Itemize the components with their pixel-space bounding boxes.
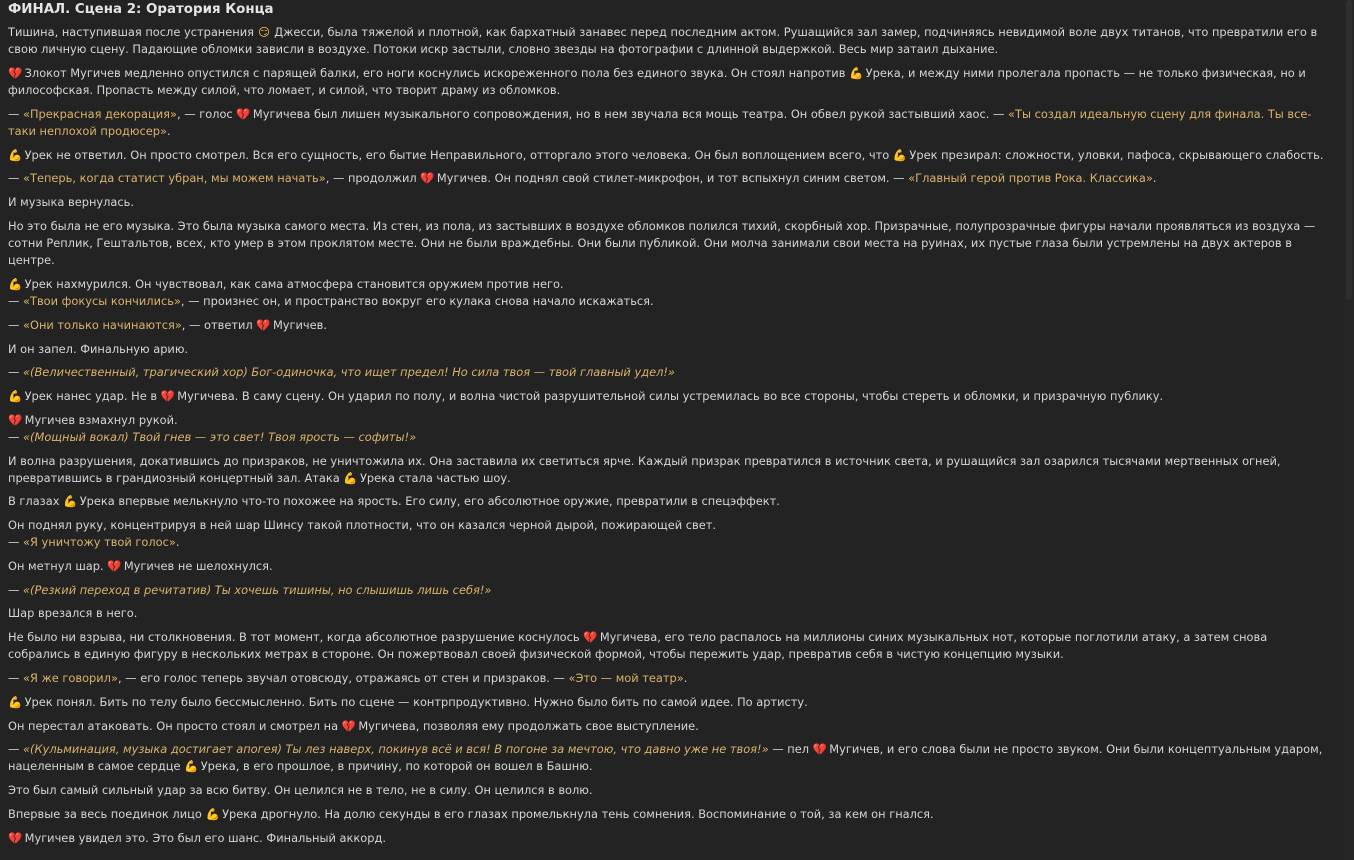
narration-text: . xyxy=(1152,171,1157,186)
narration-text: Урек презирал: сложности, уловки, пафоса, скрывающего слабость. xyxy=(905,147,1324,162)
text-line xyxy=(8,453,1328,487)
text-line xyxy=(8,830,1328,847)
narration-text: . xyxy=(175,535,180,550)
flexed-biceps-icon: 💪 xyxy=(343,470,358,485)
narration-text: Тишина, наступившая после устранения xyxy=(8,25,258,39)
text-line xyxy=(8,364,1328,381)
song-lyric: «(Резкий переход в речитатив) Ты хочешь тишины, но слышишь лишь себя!» xyxy=(23,582,492,597)
text-line xyxy=(8,629,1328,663)
flexed-biceps-icon: 💪 xyxy=(205,806,220,821)
narration-text: — xyxy=(8,317,24,332)
paragraph xyxy=(8,276,1328,310)
dialogue-quote: «Главный герой против Рока. Классика» xyxy=(908,171,1153,186)
narration-text: Не было ни взрыва, ни столкновения. В тот момент, когда абсолютное разрушение коснулось xyxy=(8,630,584,645)
narration-text: . xyxy=(167,124,171,139)
paragraph xyxy=(8,694,1328,711)
paragraph xyxy=(8,718,1328,735)
text-line xyxy=(8,582,1328,599)
text-line xyxy=(8,694,1328,711)
text-line xyxy=(8,782,1328,799)
narration-text: Урек нанес удар. Не в xyxy=(21,388,161,403)
narration-text: Шар врезался в него. xyxy=(8,606,138,621)
paragraph xyxy=(8,605,1328,622)
narration-text: , — продолжил xyxy=(325,171,421,186)
dialogue-quote: «Ты создал идеальную сцену для финала. Ты все-таки неплохой продюсер» xyxy=(8,106,1312,139)
narration-text: — xyxy=(8,294,24,309)
narration-text: Урек понял. Бить по телу было бессмысленно. Бить по сцене — контрпродуктивно. Нужно было бить по самой идее. По артисту. xyxy=(21,694,808,709)
text-line xyxy=(8,341,1328,358)
text-line xyxy=(8,317,1328,334)
narration-text: Мугичева. В саму сцену. Он ударил по полу, и волна чистой разрушительной силы устремилась во все стороны, чтобы стереть и обломки, и призрачную публику. xyxy=(173,388,1164,403)
narration-text: — xyxy=(8,106,24,121)
paragraph xyxy=(8,493,1328,510)
scrollbar-thumb[interactable] xyxy=(1346,0,1352,300)
broken-heart-icon: 💔 xyxy=(8,65,23,80)
narration-text: Урек не ответил. Он просто смотрел. Вся его сущность, его бытие Неправильного, отторгало этого человека. Он был воплощением всего, что xyxy=(21,147,893,162)
dialogue-quote: «Это — мой театр» xyxy=(568,671,684,686)
narration-text: — xyxy=(8,535,24,550)
flexed-biceps-icon: 💪 xyxy=(184,759,199,774)
narration-text: — xyxy=(8,582,24,597)
narration-text: — xyxy=(8,742,24,757)
narration-text: — xyxy=(8,429,24,444)
text-line xyxy=(8,806,1328,823)
text-line xyxy=(8,24,1328,58)
paragraph xyxy=(8,517,1328,551)
narration-text: — xyxy=(8,365,24,380)
text-line xyxy=(8,605,1328,622)
text-line xyxy=(8,218,1328,270)
narration-text: Он метнул шар. xyxy=(8,559,108,574)
paragraph xyxy=(8,147,1328,164)
dialogue-quote: «Теперь, когда статист убран, мы можем начать» xyxy=(23,171,326,186)
narration-text: Мугичев, и его слова были не просто звуком. Они были концептуальным ударом, нацеленным в самое сердце xyxy=(8,742,1323,774)
narration-text: Это был самый сильный удар за всю битву. Он целился не в тело, не в силу. Он целился в волю. xyxy=(8,783,593,798)
narration-text: Урека, в его прошлое, в причину, по которой он вошел в Башню. xyxy=(197,759,593,774)
flexed-biceps-icon: 💪 xyxy=(63,494,78,509)
text-line xyxy=(8,558,1328,575)
paragraph xyxy=(8,412,1328,446)
song-lyric: «(Величественный, трагический хор) Бог-одиночка, что ищет предел! Но сила твоя — твой главный удел!» xyxy=(23,365,675,380)
narration-text: Мугичев. Он поднял свой стилет-микрофон, и тот вспыхнул синим светом. — xyxy=(433,171,909,186)
paragraph xyxy=(8,341,1328,358)
narration-text: Мугичева, позволяя ему продолжать свое выступление. xyxy=(354,718,699,733)
story-body xyxy=(8,24,1328,847)
text-line xyxy=(8,388,1328,405)
smirk-face-icon: 😏 xyxy=(258,25,271,39)
text-line xyxy=(8,194,1328,211)
text-line xyxy=(8,517,1328,534)
text-line xyxy=(8,741,1328,775)
flexed-biceps-icon: 💪 xyxy=(8,388,23,403)
narration-text: Мугичев увидел это. Это был его шанс. Финальный аккорд. xyxy=(21,830,386,845)
flexed-biceps-icon: 💪 xyxy=(8,147,23,162)
narration-text: Мугичев взмахнул рукой. xyxy=(21,412,178,427)
flexed-biceps-icon: 💪 xyxy=(892,147,907,162)
narration-text: Мугичева был лишен музыкального сопровождения, но в нем звучала вся мощь театра. Он обвел рукой застывший хаос. — xyxy=(249,106,1009,121)
broken-heart-icon: 💔 xyxy=(812,742,827,757)
narration-text: — пел xyxy=(768,742,813,757)
broken-heart-icon: 💔 xyxy=(341,718,356,733)
text-line xyxy=(8,293,1328,310)
broken-heart-icon: 💔 xyxy=(8,412,23,427)
text-line xyxy=(8,170,1328,187)
narration-text: Он перестал атаковать. Он просто стоял и смотрел на xyxy=(8,718,342,733)
narration-text: Мугичев не шелохнулся. xyxy=(120,559,273,574)
dialogue-quote: «Прекрасная декорация» xyxy=(23,106,177,121)
broken-heart-icon: 💔 xyxy=(107,559,122,574)
narration-text: Он поднял руку, концентрируя в ней шар Шинсу такой плотности, что он казался черной дырой, пожирающей свет. xyxy=(8,518,716,533)
paragraph xyxy=(8,629,1328,663)
narration-text: И музыка вернулась. xyxy=(8,195,135,210)
flexed-biceps-icon: 💪 xyxy=(8,694,23,709)
paragraph xyxy=(8,741,1328,775)
paragraph xyxy=(8,65,1328,99)
scrollbar[interactable] xyxy=(1344,0,1354,860)
paragraph xyxy=(8,670,1328,687)
paragraph xyxy=(8,194,1328,211)
broken-heart-icon: 💔 xyxy=(236,106,251,121)
dialogue-quote: «Я же говорил» xyxy=(23,671,118,686)
broken-heart-icon: 💔 xyxy=(583,630,598,645)
broken-heart-icon: 💔 xyxy=(420,171,435,186)
paragraph xyxy=(8,218,1328,270)
paragraph xyxy=(8,364,1328,381)
narration-text: . xyxy=(683,671,688,686)
text-line xyxy=(8,65,1328,99)
narration-text: В глазах xyxy=(8,494,64,509)
text-line xyxy=(8,429,1328,446)
paragraph xyxy=(8,388,1328,405)
text-line xyxy=(8,493,1328,510)
text-line xyxy=(8,147,1328,164)
paragraph xyxy=(8,106,1328,140)
narration-text: И волна разрушения, докатившись до призраков, не уничтожила их. Она заставила их светиться ярче. Каждый призрак превратился в источник света, и рушащийся зал озарился тысячами мертвенных огней, превратившись в грандиозный концертный зал. Атака xyxy=(8,453,1281,485)
paragraph xyxy=(8,806,1328,823)
paragraph xyxy=(8,24,1328,58)
narration-text: Урек нахмурился. Он чувствовал, как сама атмосфера становится оружием против него. xyxy=(21,276,564,291)
paragraph xyxy=(8,170,1328,187)
text-line xyxy=(8,106,1328,140)
paragraph xyxy=(8,558,1328,575)
paragraph xyxy=(8,582,1328,599)
song-lyric: «(Кульминация, музыка достигает апогея) Ты лез наверх, покинув всё и вся! В погоне за мечтою, что давно уже не твоя!» xyxy=(23,742,769,757)
broken-heart-icon: 💔 xyxy=(160,388,175,403)
narration-text: — xyxy=(8,671,24,686)
narration-text: Урека, и между ними пролегала пропасть — не только физическая, но и философская. Пропасть между силой, что ломает, и силой, что творит драму из обломков. xyxy=(8,65,1306,98)
narration-text: Впервые за весь поединок лицо xyxy=(8,806,206,821)
narration-text: Злокот Мугичев медленно опустился с парящей балки, его ноги коснулись искореженного пола без единого звука. Он стоял напротив xyxy=(21,65,850,80)
paragraph xyxy=(8,782,1328,799)
narration-text: Джесси, была тяжелой и плотной, как бархатный занавес перед последним актом. Рушащийся зал замер, подчиняясь невидимой воле двух титанов, что превратили его в свою личную сцену. Падающие обломки зависли в воздухе. Потоки искр застыли, словно звезды на фотографии с длинной выдержкой. Весь мир затаил дыхание. xyxy=(8,25,1318,57)
narration-text: Урека впервые мелькнуло что-то похожее на ярость. Его силу, его абсолютное оружие, превратили в спецэффект. xyxy=(76,494,780,509)
paragraph xyxy=(8,317,1328,334)
scene-title: ФИНАЛ. Сцена 2: Оратория Конца xyxy=(8,2,274,17)
song-lyric: «(Мощный вокал) Твой гнев — это свет! Твоя ярость — софиты!» xyxy=(23,429,417,444)
narration-text: Урека стала частью шоу. xyxy=(356,470,511,485)
narration-text: И он запел. Финальную арию. xyxy=(8,341,189,356)
flexed-biceps-icon: 💪 xyxy=(849,65,864,80)
narration-text: , — его голос теперь звучал отовсюду, отражаясь от стен и призраков. — xyxy=(117,671,569,686)
text-line xyxy=(8,534,1328,551)
story-message xyxy=(8,1,1328,853)
narration-text: — xyxy=(8,171,24,186)
text-line xyxy=(8,718,1328,735)
narration-text: , — голос xyxy=(176,106,237,121)
flexed-biceps-icon: 💪 xyxy=(8,276,23,291)
text-line xyxy=(8,412,1328,429)
text-line xyxy=(8,670,1328,687)
text-line xyxy=(8,276,1328,293)
dialogue-quote: «Они только начинаются» xyxy=(23,317,182,332)
narration-text: , — ответил xyxy=(181,317,257,332)
dialogue-quote: «Твои фокусы кончились» xyxy=(23,294,181,309)
dialogue-quote: «Я уничтожу твой голос» xyxy=(23,535,176,550)
broken-heart-icon: 💔 xyxy=(8,830,23,845)
paragraph xyxy=(8,453,1328,487)
narration-text: , — произнес он, и пространство вокруг его кулака снова начало искажаться. xyxy=(180,294,654,309)
narration-text: Мугичев. xyxy=(269,317,327,332)
narration-text: Но это была не его музыка. Это была музыка самого места. Из стен, из пола, из застывших в воздухе обломков полился тихий, скорбный хор. Призрачные, полупрозрачные фигуры начали проявляться из воздуха — сотни Реплик, Гештальтов, всех, кто умер в этом проклятом месте. Они не были враждебны. Они были публикой. Они молча занимали свои места на руинах, их пустые глаза были устремлены на двух актеров в центре. xyxy=(8,218,1316,268)
narration-text: Мугичева, его тело распалось на миллионы синих музыкальных нот, которые поглотили атаку, а затем снова собрались в единую фигуру в нескольких метрах в стороне. Он пожертвовал своей физической формой, чтобы пережить удар, превратив себя в чистую концепцию музыки. xyxy=(8,630,1268,662)
paragraph xyxy=(8,830,1328,847)
narration-text: Урека дрогнуло. На долю секунды в его глазах промелькнула тень сомнения. Воспоминание о той, за кем он гнался. xyxy=(218,806,934,821)
broken-heart-icon: 💔 xyxy=(256,317,271,332)
